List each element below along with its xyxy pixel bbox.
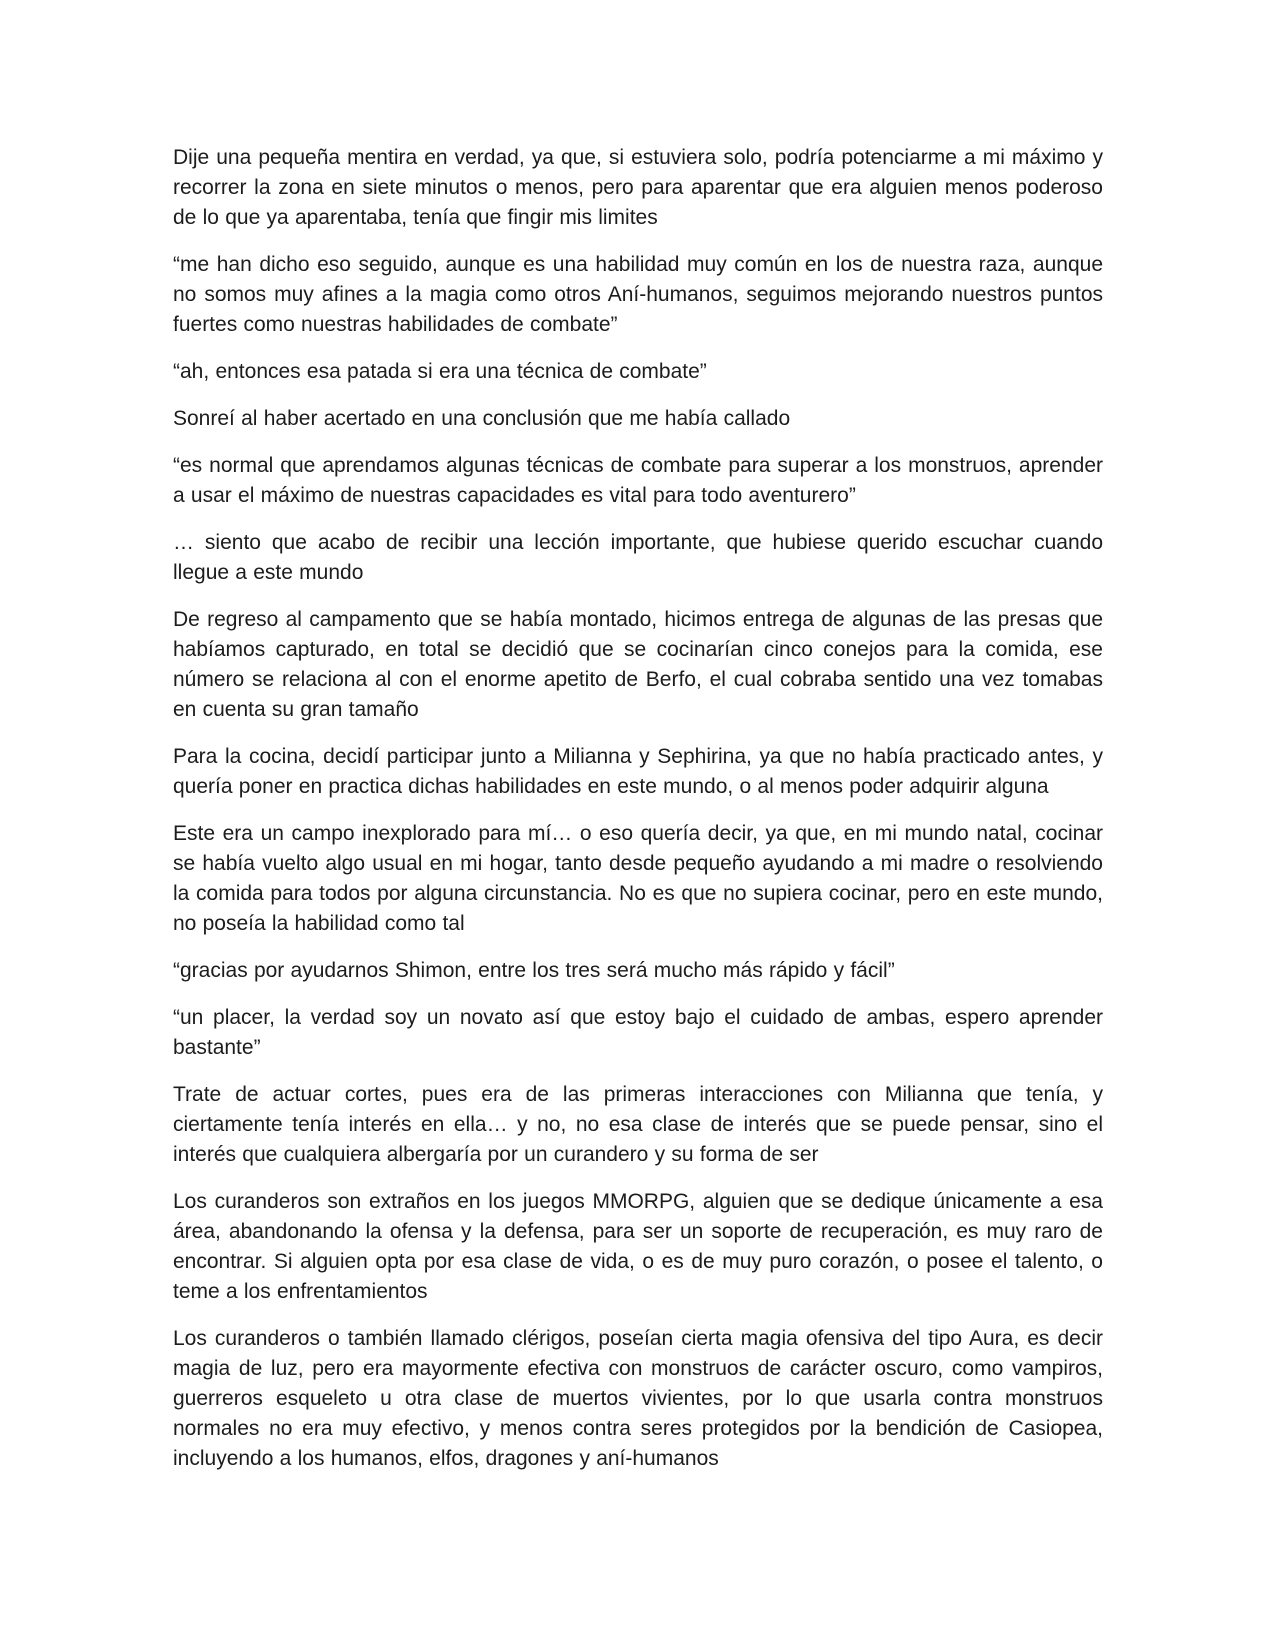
paragraph: Para la cocina, decidí participar junto a Milianna y Sephirina, ya que no había practicado antes, y quería poner en practica dichas habilidades en este mundo, o al menos poder adquirir alguna [173,745,1103,798]
paragraph: Dije una pequeña mentira en verdad, ya que, si estuviera solo, podría potenciarme a mi máximo y recorrer la zona en siete minutos o menos, pero para aparentar que era alguien menos poderoso de lo que ya aparentaba, tenía que fingir mis limites [173,146,1103,229]
paragraph: De regreso al campamento que se había montado, hicimos entrega de algunas de las presas que habíamos capturado, en total se decidió que se cocinarían cinco conejos para la comida, ese número se relaciona al con el enorme apetito de Berfo, el cual cobraba sentido una vez tomabas en cuenta su gran tamaño [173,608,1103,721]
paragraph: “me han dicho eso seguido, aunque es una habilidad muy común en los de nuestra raza, aunque no somos muy afines a la magia como otros Aní-humanos, seguimos mejorando nuestros puntos fuertes como nuestras habilidades de combate” [173,253,1103,336]
paragraph: Trate de actuar cortes, pues era de las primeras interacciones con Milianna que tenía, y ciertamente tenía interés en ella… y no, no esa clase de interés que se puede pensar, sino el interés que cualquiera albergaría por un curandero y su forma de ser [173,1083,1103,1166]
paragraph: “un placer, la verdad soy un novato así que estoy bajo el cuidado de ambas, espero aprender bastante” [173,1006,1103,1059]
paragraph: “es normal que aprendamos algunas técnicas de combate para superar a los monstruos, aprender a usar el máximo de nuestras capacidades es vital para todo aventurero” [173,454,1103,507]
paragraph: “ah, entonces esa patada si era una técnica de combate” [173,360,707,383]
paragraph: … siento que acabo de recibir una lección importante, que hubiese querido escuchar cuando llegue a este mundo [173,531,1103,584]
paragraph: Los curanderos o también llamado clérigos, poseían cierta magia ofensiva del tipo Aura, es decir magia de luz, pero era mayormente efectiva con monstruos de carácter oscuro, como vampiros, guerreros esqueleto u otra clase de muertos vivientes, por lo que usarla contra monstruos normales no era muy efectivo, y menos contra seres protegidos por la bendición de Casiopea, incluyendo a los humanos, elfos, dragones y aní-humanos [173,1327,1103,1470]
document-body [173,143,1103,1491]
paragraph: Este era un campo inexplorado para mí… o eso quería decir, ya que, en mi mundo natal, cocinar se había vuelto algo usual en mi hogar, tanto desde pequeño ayudando a mi madre o resolviendo la comida para todos por alguna circunstancia. No es que no supiera cocinar, pero en este mundo, no poseía la habilidad como tal [173,822,1103,935]
paragraph: Los curanderos son extraños en los juegos MMORPG, alguien que se dedique únicamente a esa área, abandonando la ofensa y la defensa, para ser un soporte de recuperación, es muy raro de encontrar. Si alguien opta por esa clase de vida, o es de muy puro corazón, o posee el talento, o teme a los enfrentamientos [173,1190,1103,1303]
paragraph: “gracias por ayudarnos Shimon, entre los tres será mucho más rápido y fácil” [173,959,895,982]
paragraph: Sonreí al haber acertado en una conclusión que me había callado [173,407,791,430]
